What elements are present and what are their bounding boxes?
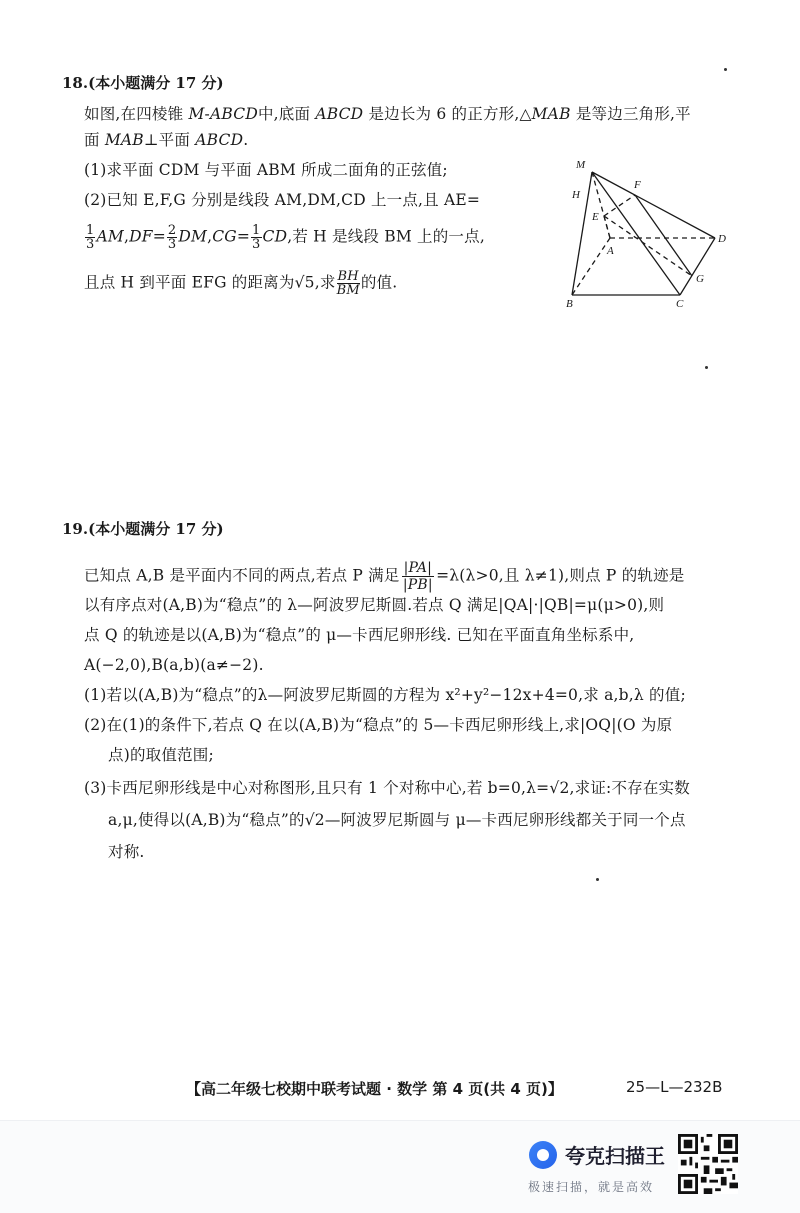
q19-sub2-line1: (2)在(1)的条件下,若点 Q 在以(A,B)为“稳点”的 5—卡西尼卵形线上,求|OQ|(O 为原 [84, 716, 673, 734]
q19-sub3-line3: 对称. [108, 843, 145, 861]
qr-code-icon [678, 1134, 738, 1194]
label-H: H [572, 189, 580, 201]
q18-number: 18. [62, 74, 89, 92]
label-B: B [566, 298, 573, 310]
scan-mark [724, 68, 727, 71]
scanner-logo-icon [529, 1141, 557, 1169]
q18-part2-line2: $\frac{1}{3}$ AM,DF= $\frac{2}{3}$ DM,CG= $\frac{1}{3}$ CD,若 H 是线段 BM 上的一点, [86, 223, 485, 252]
label-M: M [576, 159, 586, 171]
segment-FG [635, 195, 692, 276]
q19-para-line2: 以有序点对(A,B)为“稳点”的 λ—阿波罗尼斯圆.若点 Q 满足|QA|·|QB|=μ(μ>0),则 [84, 596, 665, 614]
q18-part1: (1)求平面 CDM 与平面 ABM 所成二面角的正弦值; [84, 161, 448, 179]
q19-sub3-line2: a,μ,使得以(A,B)为“稳点”的√2—阿波罗尼斯圆与 μ—卡西尼卵形线都关于同一个点 [108, 811, 686, 829]
q19-sub2-line2: 点)的取值范围; [108, 746, 214, 764]
q18-stem-line2: 面 MAB⊥平面 ABCD. [84, 131, 249, 149]
segment-EF [604, 195, 635, 216]
q19-header [62, 518, 224, 539]
label-F: F [634, 179, 641, 191]
label-G: G [696, 273, 704, 285]
q19-sub1: (1)若以(A,B)为“稳点”的λ—阿波罗尼斯圆的方程为 x²+y²−12x+4=0,求 a,b,λ 的值; [84, 686, 686, 704]
q19-para-line4: A(−2,0),B(a,b)(a≠−2). [84, 656, 264, 674]
page-footer: 【高二年级七校期中联考试题 · 数学 第 4 页(共 4 页)】 [186, 1080, 563, 1098]
edge-MD [592, 172, 715, 238]
q19-para-line3: 点 Q 的轨迹是以(A,B)为“稳点”的 μ—卡西尼卵形线. 已知在平面直角坐标系中, [84, 626, 635, 644]
label-C: C [676, 298, 684, 310]
q19-number: 19. [62, 520, 89, 538]
label-A: A [607, 245, 614, 257]
q18-header [62, 72, 224, 93]
scanner-slogan: 极速扫描，就是高效 [528, 1180, 655, 1194]
q18-stem-line1: 如图,在四棱锥 M-ABCD中,底面 ABCD 是边长为 6 的正方形,△MAB 是等边三角形,平 [84, 105, 691, 123]
q18-part2-line3: 且点 H 到平面 EFG 的距离为√5,求 $\frac{BH}{BM}$ 的值. [84, 269, 398, 298]
edge-AB [572, 238, 610, 295]
q18-part2-line1: (2)已知 E,F,G 分别是线段 AM,DM,CD 上一点,且 AE= [84, 191, 481, 209]
exam-code: 25—L—232B [626, 1078, 723, 1096]
q19-para-line1: 已知点 A,B 是平面内不同的两点,若点 P 满足 $\frac{|PA|}{|PB|}$ =λ(λ>0,且 λ≠1),则点 P 的轨迹是 [84, 560, 685, 593]
pyramid-figure [560, 150, 740, 310]
scan-mark [596, 878, 599, 881]
q19-score: (本小题满分 17 分) [88, 520, 224, 538]
segment-EA [604, 216, 610, 238]
label-D: D [718, 233, 726, 245]
q19-sub3-line1: (3)卡西尼卵形线是中心对称图形,且只有 1 个对称中心,若 b=0,λ=√2,求证:不存在实数 [84, 779, 690, 797]
scanner-brand-name: 夸克扫描王 [565, 1144, 665, 1168]
label-E: E [592, 211, 599, 223]
segment-EG [604, 216, 692, 276]
q18-score: (本小题满分 17 分) [88, 74, 224, 92]
scan-mark [705, 366, 708, 369]
